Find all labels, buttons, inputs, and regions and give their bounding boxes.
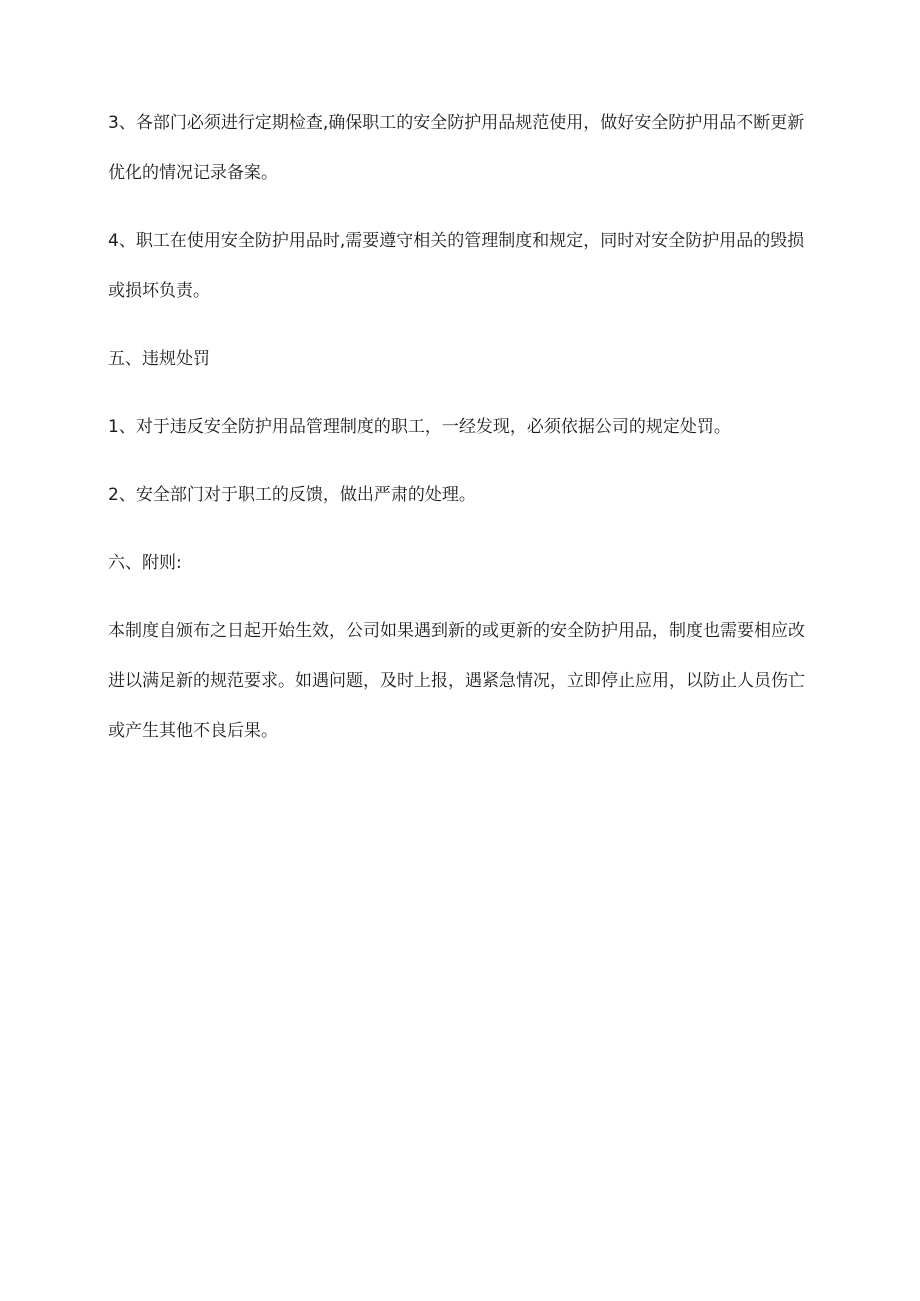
section-heading-penalties: 五、违规处罚 <box>108 349 210 369</box>
paragraph-penalty-2: 2、安全部门对于职工的反馈，做出严肃的处理。 <box>108 485 476 505</box>
document-body <box>108 98 820 774</box>
paragraph-supplementary: 本制度自颁布之日起开始生效，公司如果遇到新的或更新的安全防护用品，制度也需要相应改进以满足新的规范要求。如遇问题，及时上报，遇紧急情况，立即停止应用，以防止人员伤亡或产生其他不良后果。 <box>108 621 805 741</box>
paragraph-item-3: 3、各部门必须进行定期检查,确保职工的安全防护用品规范使用，做好安全防护用品不断更新优化的情况记录备案。 <box>108 113 805 183</box>
paragraph-item-4: 4、职工在使用安全防护用品时,需要遵守相关的管理制度和规定，同时对安全防护用品的毁损或损坏负责。 <box>108 231 805 301</box>
section-heading-supplementary: 六、附则: <box>108 553 182 573</box>
paragraph-penalty-1: 1、对于违反安全防护用品管理制度的职工，一经发现，必须依据公司的规定处罚。 <box>108 417 731 437</box>
